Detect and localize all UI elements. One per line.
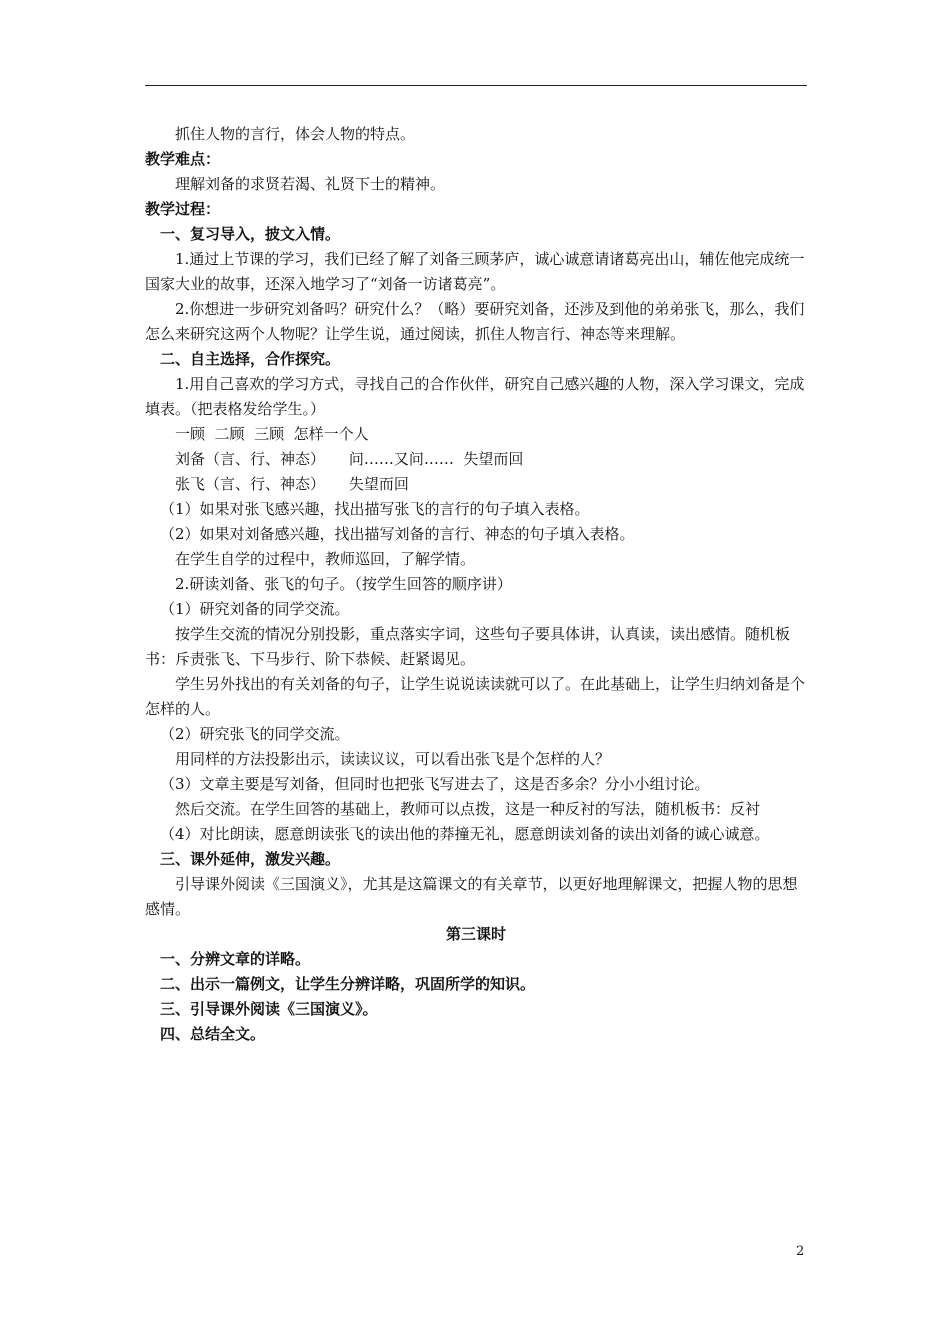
paragraph: 理解刘备的求贤若渴、礼贤下士的精神。 (175, 175, 446, 193)
paragraph: （2）研究张飞的同学交流。 (160, 725, 350, 743)
paragraph: 抓住人物的言行，体会人物的特点。 (175, 125, 416, 143)
paragraph: 二、出示一篇例文，让学生分辨详略，巩固所学的知识。 (160, 975, 536, 993)
paragraph: （2）如果对刘备感兴趣，找出描写刘备的言行、神态的句子填入表格。 (160, 525, 635, 543)
paragraph: 2.你想进一步研究刘备吗？研究什么？（略）要研究刘备，还涉及到他的弟弟张飞，那么，我们怎么来研究这两个人物呢？让学生说，通过阅读，抓住人物言行、神态等来理解。 (145, 300, 805, 343)
paragraph: 一顾 二顾 三顾 怎样一个人 (175, 425, 369, 443)
paragraph: 教学难点： (145, 150, 221, 168)
paragraph: （1）如果对张飞感兴趣，找出描写张飞的言行的句子填入表格。 (160, 500, 590, 518)
paragraph: 二、自主选择，合作探究。 (160, 350, 341, 368)
paragraph: 一、分辨文章的详略。 (160, 950, 311, 968)
paragraph: 按学生交流的情况分别投影，重点落实字词，这些句子要具体讲，认真读，读出感情。随机板书：斥责张飞、下马步行、阶下恭候、赶紧谒见。 (145, 625, 791, 668)
document-body (145, 122, 807, 1047)
paragraph: 一、复习导入，披文入情。 (160, 225, 341, 243)
paragraph: 第三课时 (445, 925, 506, 943)
paragraph: 教学过程： (145, 200, 221, 218)
paragraph: （4）对比朗读，愿意朗读张飞的读出他的莽撞无礼，愿意朗读刘备的读出刘备的诚心诚意。 (160, 825, 770, 843)
paragraph: 用同样的方法投影出示，读读议议，可以看出张飞是个怎样的人？ (175, 750, 611, 768)
paragraph: 四、总结全文。 (160, 1025, 266, 1043)
paragraph: 三、课外延伸，激发兴趣。 (160, 850, 341, 868)
paragraph: 然后交流。在学生回答的基础上，教师可以点拨，这是一种反衬的写法，随机板书：反衬 (175, 800, 761, 818)
page-number: 2 (796, 1244, 805, 1259)
paragraph: 张飞（言、行、神态） 失望而回 (175, 475, 409, 493)
paragraph: 三、引导课外阅读《三国演义》。 (160, 1000, 378, 1018)
paragraph: （1）研究刘备的同学交流。 (160, 600, 350, 618)
paragraph: 1.通过上节课的学习，我们已经了解了刘备三顾茅庐，诚心诚意请诸葛亮出山，辅佐他完成统一国家大业的故事，还深入地学习了“刘备一访诸葛亮”。 (145, 250, 805, 293)
paragraph: 学生另外找出的有关刘备的句子，让学生说说读读就可以了。在此基础上，让学生归纳刘备是个怎样的人。 (145, 675, 806, 718)
paragraph: 在学生自学的过程中，教师巡回，了解学情。 (175, 550, 476, 568)
paragraph: 2.研读刘备、张飞的句子。（按学生回答的顺序讲） (175, 575, 512, 593)
paragraph: 刘备（言、行、神态） 问……又问…… 失望而回 (175, 450, 524, 468)
paragraph: （3）文章主要是写刘备，但同时也把张飞写进去了，这是否多余？分小小组讨论。 (160, 775, 710, 793)
paragraph: 1.用自己喜欢的学习方式，寻找自己的合作伙伴，研究自己感兴趣的人物，深入学习课文，完成填表。（把表格发给学生。） (145, 375, 805, 418)
header-rule (145, 85, 807, 86)
paragraph: 引导课外阅读《三国演义》，尤其是这篇课文的有关章节，以更好地理解课文，把握人物的思想感情。 (145, 875, 798, 918)
